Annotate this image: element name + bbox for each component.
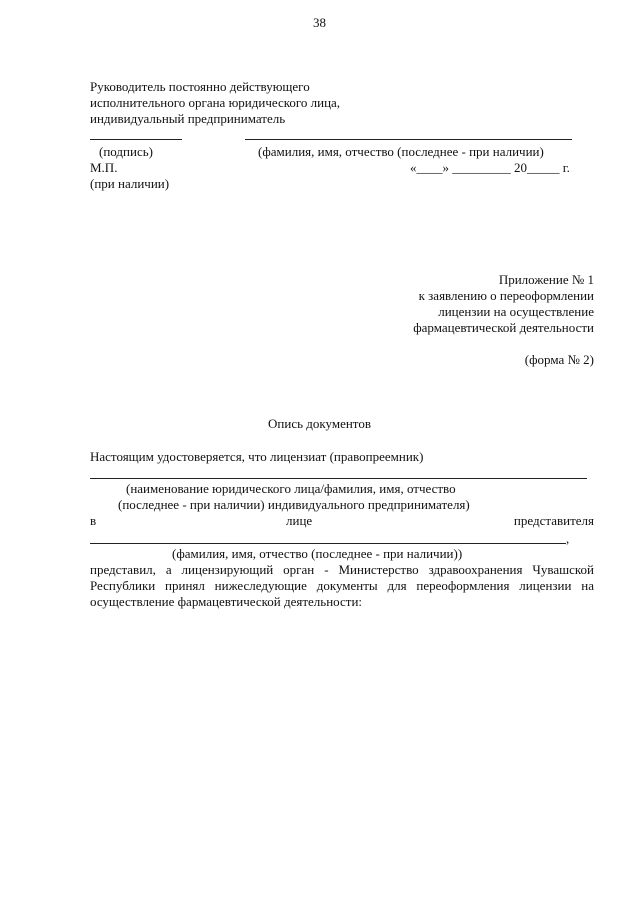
word-v: в: [90, 513, 97, 528]
appendix-line-3: лицензии на осуществление: [438, 304, 594, 319]
appendix-line-2: к заявлению о переоформлении: [418, 288, 594, 303]
representative-fio-hint: (фамилия, имя, отчество (последнее - при наличии)): [172, 546, 463, 561]
representative-comma: ,: [566, 531, 570, 546]
licensee-name-line: [90, 478, 587, 479]
stamp-label: М.П.: [90, 160, 118, 175]
head-line-2: исполнительного органа юридического лица,: [90, 95, 341, 110]
signature-line: [90, 139, 182, 140]
fio-label: (фамилия, имя, отчество (последнее - при наличии): [258, 144, 544, 159]
fio-line: [245, 139, 572, 140]
head-line-3: индивидуальный предприниматель: [90, 111, 286, 126]
stamp-note: (при наличии): [90, 176, 170, 191]
signature-label: (подпись): [99, 144, 153, 159]
representative-line: [90, 543, 566, 544]
form-number: (форма № 2): [524, 352, 594, 367]
page-number: 38: [313, 15, 326, 30]
head-line-1: Руководитель постоянно действующего: [90, 79, 310, 94]
document-title: Опись документов: [268, 416, 371, 431]
licensee-name-hint-2: (последнее - при наличии) индивидуального предпринимателя): [118, 497, 470, 512]
date-line: «____» _________ 20_____ г.: [410, 160, 570, 175]
main-paragraph: представил, а лицензирующий орган - Министерство здравоохранения Чувашской Республики принял нижеследующие документы для переоформления лицензии на осуществление фармацевтической деятельности:: [90, 562, 594, 609]
intro-text: Настоящим удостоверяется, что лицензиат (правопреемник): [90, 449, 424, 464]
appendix-line-1: Приложение № 1: [498, 272, 594, 287]
word-litse: лице: [286, 513, 313, 528]
appendix-line-4: фармацевтической деятельности: [413, 320, 594, 335]
licensee-name-hint-1: (наименование юридического лица/фамилия, имя, отчество: [126, 481, 456, 496]
word-predstavitelya: представителя: [513, 513, 594, 528]
